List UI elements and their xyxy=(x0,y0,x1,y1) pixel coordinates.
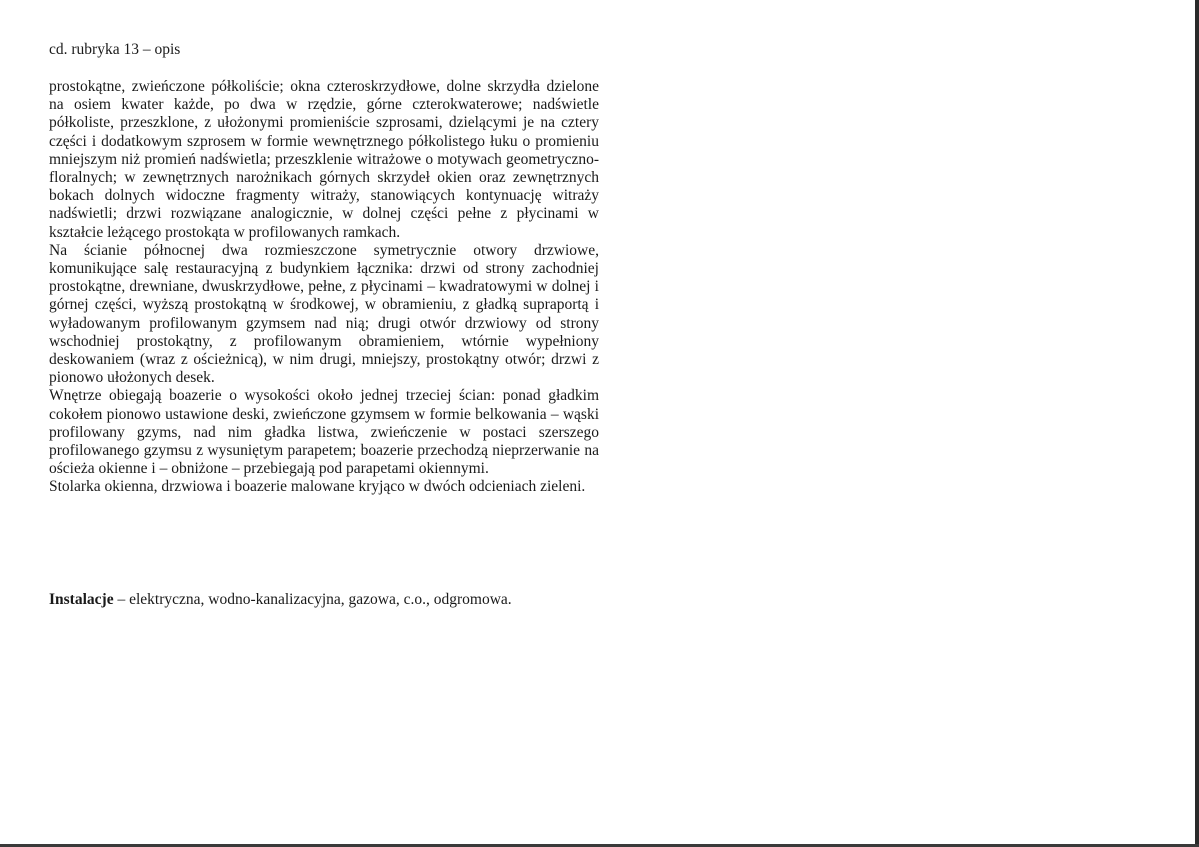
scan-edge-right xyxy=(1195,0,1199,847)
paragraph-joinery-paint: Stolarka okienna, drzwiowa i boazerie malowane kryjąco w dwóch odcieniach zieleni. xyxy=(49,478,586,496)
installations-label: Instalacje xyxy=(49,591,114,608)
paragraph-windows-doors: prostokątne, zwieńczone półkoliście; okna czteroskrzydłowe, dolne skrzydła dzielone na osiem kwater każde, po dwa w rzędzie, górne czterokwaterowe; nadświetle półkoliste, przeszklone, z ułożonymi promieniście szprosami, dzielącymi je na cztery części i dodatkowym szprosem w formie wewnętrznego półkolistego łuku o promieniu mniejszym niż promień nadświetla; przeszklenie witrażowe o motywach geometryczno-floralnych; w zewnętrznych narożnikach górnych skrzydeł okien oraz zewnętrznych bokach dolnych widoczne fragmenty witraży, stanowiących kontynuację witraży nadświetli; drzwi rozwiązane analogicznie, w dolnej części pełne z płycinami w kształcie leżącego prostokąta w profilowanych ramkach. xyxy=(49,78,599,241)
installations-text: – elektryczna, wodno-kanalizacyjna, gazowa, c.o., odgromowa. xyxy=(113,591,512,608)
paragraph-wainscoting: Wnętrze obiegają boazerie o wysokości około jednej trzeciej ścian: ponad gładkim cokołem pionowo ustawione deski, zwieńczone gzymsem w formie belkowania – wąski profilowany gzyms, nad nim gładka listwa, zwieńczenie w postaci szerszego profilowanego gzymsu z wysuniętym parapetem; boazerie przechodzą nieprzerwanie na ościeża okienne i – obniżone – przebiegają pod parapetami okiennymi. xyxy=(49,387,599,478)
page-header: cd. rubryka 13 – opis xyxy=(49,41,181,58)
installations-line xyxy=(49,590,512,609)
description-body xyxy=(49,78,599,497)
paragraph-north-wall: Na ścianie północnej dwa rozmieszczone symetrycznie otwory drzwiowe, komunikujące salę restauracyjną z budynkiem łącznika: drzwi od strony zachodniej prostokątne, drewniane, dwuskrzydłowe, pełne, z płycinami – kwadratowymi w dolnej i górnej części, wyższą prostokątną w środkowej, w obramieniu, z gładką supraportą i wyładowanym profilowanym gzymsem nad nią; drugi otwór drzwiowy od strony wschodniej prostokątny, z profilowanym obramieniem, wtórnie wypełniony deskowaniem (wraz z ościeżnicą), w nim drugi, mniejszy, prostokątny otwór; drzwi z pionowo ułożonych desek. xyxy=(49,241,599,387)
